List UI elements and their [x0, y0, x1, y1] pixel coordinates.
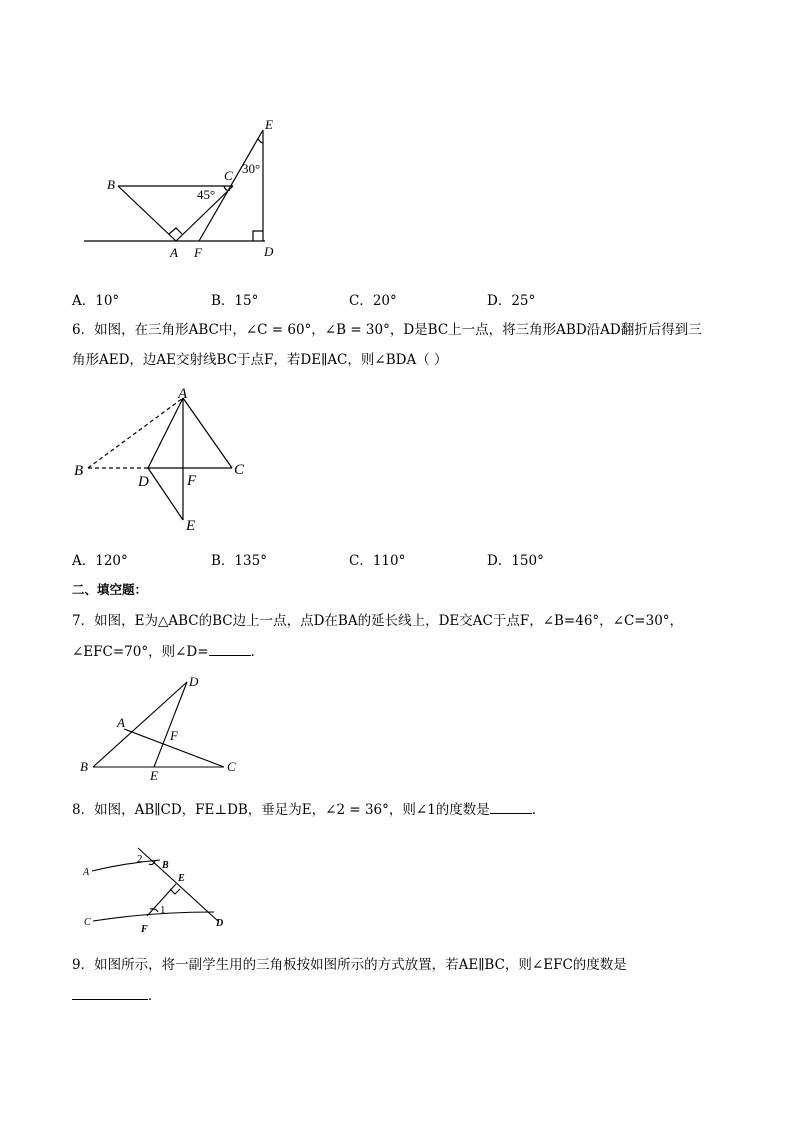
q7-label-e: E — [150, 768, 158, 783]
q6-option-d[interactable]: D．150° — [487, 553, 544, 569]
q5-label-f: F — [194, 245, 202, 260]
q8-label-d: D — [216, 918, 224, 929]
q6-label-e: E — [186, 518, 196, 534]
section2-title: 二、填空题： — [72, 582, 148, 597]
q5-label-e: E — [265, 117, 273, 132]
q5-label-b: B — [107, 177, 115, 192]
q8-line-bd — [138, 848, 218, 921]
q7-text-line2-end: ． — [250, 644, 265, 660]
q6-label-c: C — [234, 462, 245, 478]
q7-label-a: A — [117, 715, 125, 730]
q6-text-line1: 6．如图，在三角形ABC中，∠C = 60°，∠B = 30°，D是BC上一点，将三角形ABD沿AD翻折后得到三 — [72, 322, 702, 338]
q8-label-a: A — [83, 867, 90, 878]
q6-label-a: A — [178, 386, 188, 402]
q5-label-45: 45° — [197, 187, 216, 202]
q8-label-b: B — [162, 860, 169, 871]
q8-label-c: C — [84, 917, 91, 928]
q8-label-f: F — [141, 924, 148, 935]
q6-option-c[interactable]: C．110° — [349, 553, 406, 569]
q8-line-ab — [92, 860, 160, 871]
q8-label-e: E — [178, 873, 185, 884]
q7-label-f: F — [170, 728, 178, 743]
q7-label-c: C — [227, 759, 236, 774]
q5-label-d: D — [264, 244, 274, 259]
q6-option-b[interactable]: B．135° — [211, 553, 267, 569]
q7-label-d: D — [189, 674, 199, 689]
q5-label-a: A — [170, 245, 178, 260]
q6-option-a[interactable]: A．120° — [72, 553, 128, 569]
q8-line-cd — [93, 912, 214, 921]
q5-option-c[interactable]: C．20° — [349, 293, 397, 309]
q9-text-line1: 9．如图所示，将一副学生用的三角板按如图所示的方式放置，若AE∥BC，则∠EFC的度数是 — [72, 957, 627, 973]
q8-label-2: 2 — [137, 853, 143, 865]
q9-answer-blank[interactable] — [72, 985, 148, 1000]
q7-text-line1: 7．如图，E为△ABC的BC边上一点，点D在BA的延长线上，DE交AC于点F，∠B=46°，∠C=30°， — [72, 613, 684, 629]
q8-right-angle-e — [170, 889, 180, 894]
q8-text-end: ． — [531, 802, 546, 818]
q5-option-d[interactable]: D．25° — [487, 293, 536, 309]
q6-text-line2: 角形AED，边AE交射线BC于点F，若DE∥AC，则∠BDA（ ） — [72, 352, 448, 368]
q8-text-main: 8．如图，AB∥CD，FE⊥DB，垂足为E，∠2 = 36°，则∠1的度数是 — [72, 802, 490, 818]
q6-label-b: B — [74, 463, 84, 479]
q7-label-b: B — [80, 759, 88, 774]
q9-text-end: ． — [148, 988, 162, 1004]
q5-label-c: C — [224, 168, 233, 183]
q9-text-line2 — [72, 985, 162, 1006]
q5-option-b[interactable]: B．15° — [211, 293, 259, 309]
q7-text-line2-main: ∠EFC=70°，则∠D= — [72, 644, 209, 660]
q5-option-a[interactable]: A．10° — [72, 293, 120, 309]
q8-label-1: 1 — [160, 904, 166, 916]
q6-label-d: D — [138, 474, 149, 490]
q5-label-30: 30° — [242, 161, 261, 176]
q8-angle-arc-2 — [149, 861, 155, 865]
q6-label-f: F — [187, 473, 197, 489]
